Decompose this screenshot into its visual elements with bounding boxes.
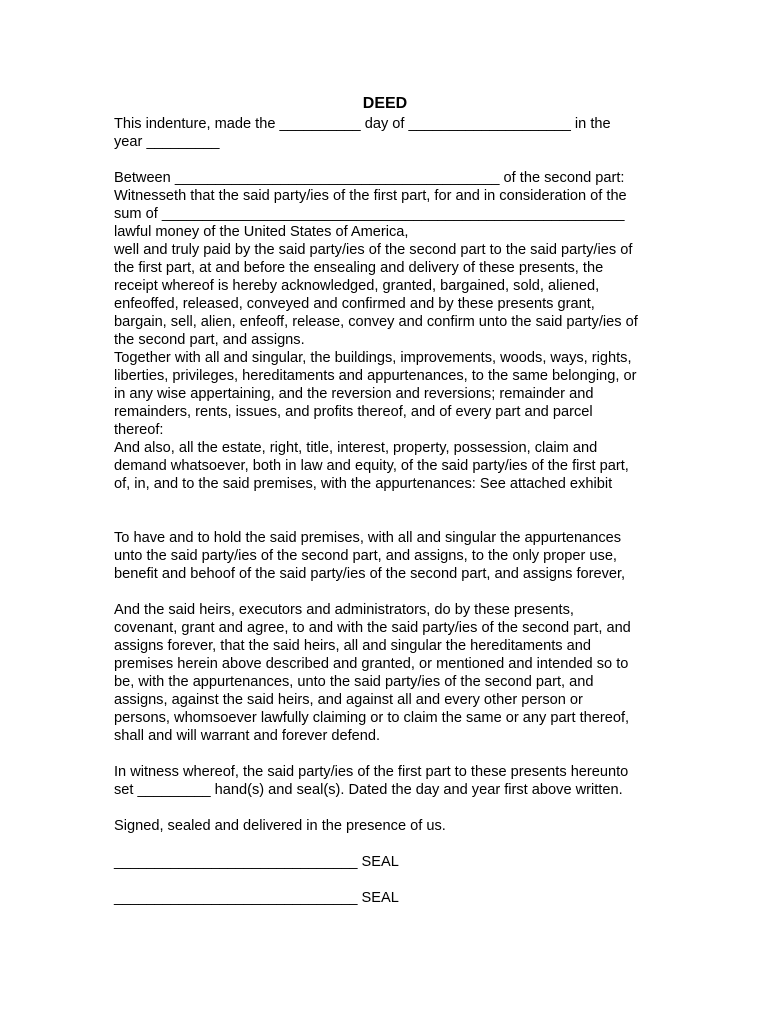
text-line: assigns, against the said heirs, and against all and every other person or xyxy=(114,692,583,708)
signature-line-1: ______________________________ SEAL xyxy=(114,854,399,870)
text-line: of, in, and to the said premises, with the appurtenances: See attached exhibit xyxy=(114,476,613,492)
text-line: enfeoffed, released, conveyed and confirmed and by these presents grant, xyxy=(114,296,595,312)
paragraph-warranty xyxy=(114,601,674,745)
paragraph-parties-and-grant xyxy=(114,169,674,493)
text-line: be, with the appurtenances, unto the said party/ies of the second part, and xyxy=(114,674,594,690)
document-title: DEED xyxy=(362,95,408,112)
text-line: covenant, grant and agree, to and with the said party/ies of the second part, and xyxy=(114,620,631,636)
text-line: thereof: xyxy=(114,422,164,438)
text-line: the first part, at and before the ensealing and delivery of these presents, the xyxy=(114,260,604,276)
text-line: remainders, rents, issues, and profits thereof, and of every part and parcel xyxy=(114,404,593,420)
text-line: benefit and behoof of the said party/ies of the second part, and assigns forever, xyxy=(114,566,626,582)
signature-line-2: ______________________________ SEAL xyxy=(114,890,399,906)
text-line: receipt whereof is hereby acknowledged, granted, bargained, sold, aliened, xyxy=(114,278,600,294)
text-line: persons, whomsoever lawfully claiming or to claim the same or any part thereof, xyxy=(114,710,630,726)
text-line: liberties, privileges, hereditaments and appurtenances, to the same belonging, or xyxy=(114,368,637,384)
text-line: bargain, sell, alien, enfeoff, release, convey and confirm unto the said party/ies of xyxy=(114,314,638,330)
text-line: the second part, and assigns. xyxy=(114,332,305,348)
text-line: Witnesseth that the said party/ies of the first part, for and in consideration of the xyxy=(114,188,627,204)
text-line: This indenture, made the __________ day of ____________________ in the xyxy=(114,116,611,132)
text-line: set _________ hand(s) and seal(s). Dated the day and year first above written. xyxy=(114,782,623,798)
text-line: To have and to hold the said premises, with all and singular the appurtenances xyxy=(114,530,622,546)
text-line: assigns forever, that the said heirs, all and singular the hereditaments and xyxy=(114,638,592,654)
text-line: well and truly paid by the said party/ies of the second part to the said party/ies of xyxy=(114,242,633,258)
text-line: And also, all the estate, right, title, interest, property, possession, claim and xyxy=(114,440,598,456)
paragraph-in-witness xyxy=(114,763,674,799)
paragraph-habendum xyxy=(114,529,674,583)
text-line: In witness whereof, the said party/ies of the first part to these presents hereunto xyxy=(114,764,629,780)
text-line: And the said heirs, executors and administrators, do by these presents, xyxy=(114,602,574,618)
paragraph-indenture-date xyxy=(114,115,674,151)
text-line: year _________ xyxy=(114,134,220,150)
paragraph-signed-sealed xyxy=(114,817,674,835)
text-line: unto the said party/ies of the second part, and assigns, to the only proper use, xyxy=(114,548,617,564)
text-line: sum of _________________________________________________________ xyxy=(114,206,625,222)
text-line: in any wise appertaining, and the reversion and reversions; remainder and xyxy=(114,386,594,402)
text-line: shall and will warrant and forever defend. xyxy=(114,728,381,744)
text-line: Between ________________________________________ of the second part: xyxy=(114,170,625,186)
text-line: Signed, sealed and delivered in the presence of us. xyxy=(114,818,446,834)
text-line: Together with all and singular, the buildings, improvements, woods, ways, rights, xyxy=(114,350,632,366)
text-line: lawful money of the United States of America, xyxy=(114,224,409,240)
text-line: demand whatsoever, both in law and equity, of the said party/ies of the first part, xyxy=(114,458,629,474)
document-body xyxy=(114,115,674,907)
text-line: premises herein above described and granted, or mentioned and intended so to xyxy=(114,656,629,672)
